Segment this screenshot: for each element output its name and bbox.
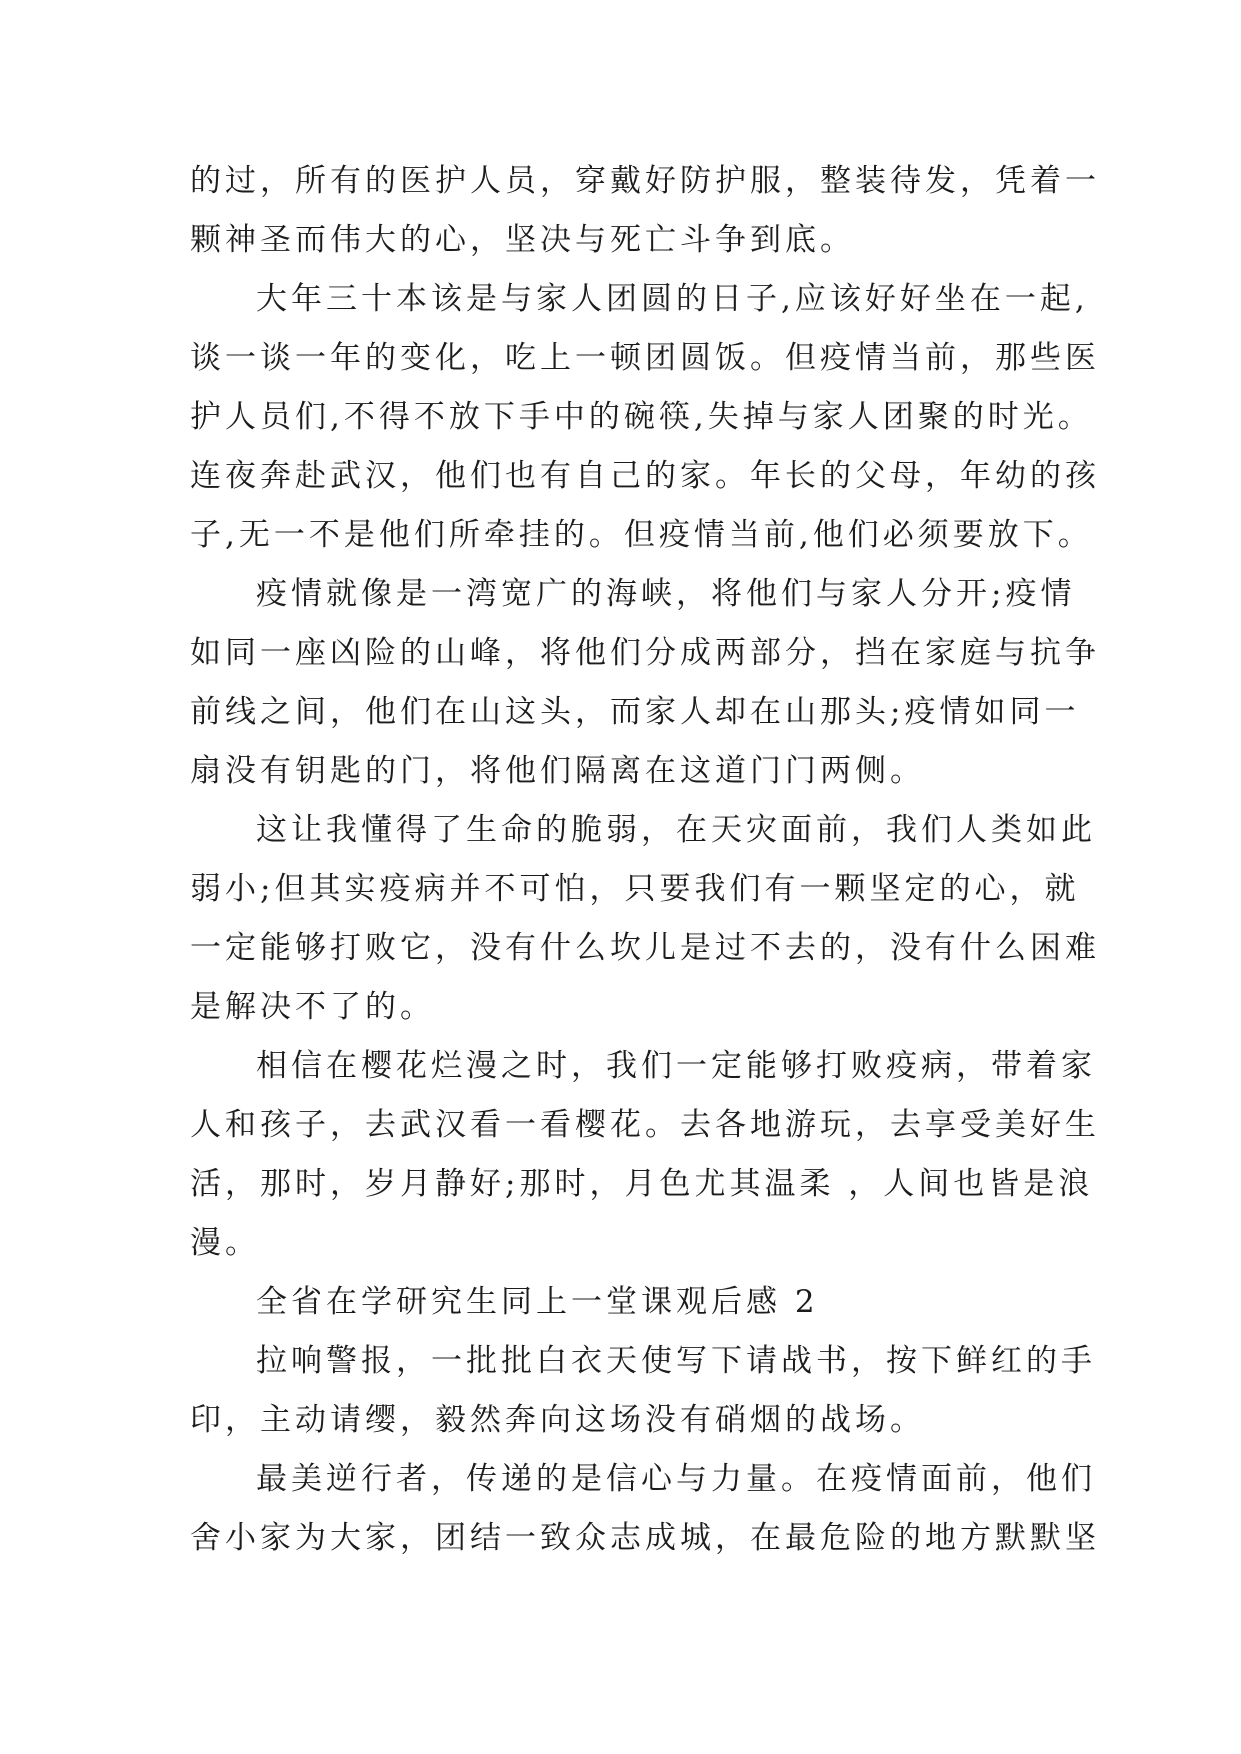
text-line: 是解决不了的。 [190,989,435,1025]
text-line: 谈一谈一年的变化，吃上一顿团圆饭。但疫情当前，那些医 [190,340,1100,376]
paragraph-first-line: 最美逆行者，传递的是信心与力量。在疫情面前，他们 [256,1461,1096,1497]
text-line: 活，那时，岁月静好;那时，月色尤其温柔 ，人间也皆是浪 [190,1166,1094,1202]
text-line: 护人员们,不得不放下手中的碗筷,失掉与家人团聚的时光。 [190,399,1093,435]
text-line: 连夜奔赴武汉，他们也有自己的家。年长的父母，年幼的孩 [190,458,1100,494]
paragraph-first-line: 拉响警报，一批批白衣天使写下请战书，按下鲜红的手 [256,1343,1096,1379]
text-line: 子,无一不是他们所牵挂的。但疫情当前,他们必须要放下。 [190,517,1093,553]
text-line: 一定能够打败它，没有什么坎儿是过不去的，没有什么困难 [190,930,1100,966]
text-line: 人和孩子，去武汉看一看樱花。去各地游玩，去享受美好生 [190,1107,1100,1143]
text-line: 扇没有钥匙的门，将他们隔离在这道门门两侧。 [190,753,925,789]
section-heading: 全省在学研究生同上一堂课观后感 2 [256,1284,819,1320]
text-line: 舍小家为大家，团结一致众志成城，在最危险的地方默默坚 [190,1520,1100,1556]
text-line: 弱小;但其实疫病并不可怕，只要我们有一颗坚定的心，就 [190,871,1080,907]
document-page [190,152,1100,1568]
text-line: 印，主动请缨，毅然奔向这场没有硝烟的战场。 [190,1402,925,1438]
text-line: 如同一座凶险的山峰，将他们分成两部分，挡在家庭与抗争 [190,635,1100,671]
paragraph-first-line: 大年三十本该是与家人团圆的日子,应该好好坐在一起, [256,281,1089,317]
paragraph-first-line: 这让我懂得了生命的脆弱，在天灾面前，我们人类如此 [256,812,1096,848]
text-line: 漫。 [190,1225,260,1261]
text-line: 颗神圣而伟大的心，坚决与死亡斗争到底。 [190,222,855,258]
paragraph-first-line: 疫情就像是一湾宽广的海峡，将他们与家人分开;疫情 [256,576,1076,612]
paragraph-first-line: 相信在樱花烂漫之时，我们一定能够打败疫病，带着家 [256,1048,1096,1084]
text-line: 的过，所有的医护人员，穿戴好防护服，整装待发，凭着一 [190,163,1100,199]
text-line: 前线之间，他们在山这头，而家人却在山那头;疫情如同一 [190,694,1080,730]
